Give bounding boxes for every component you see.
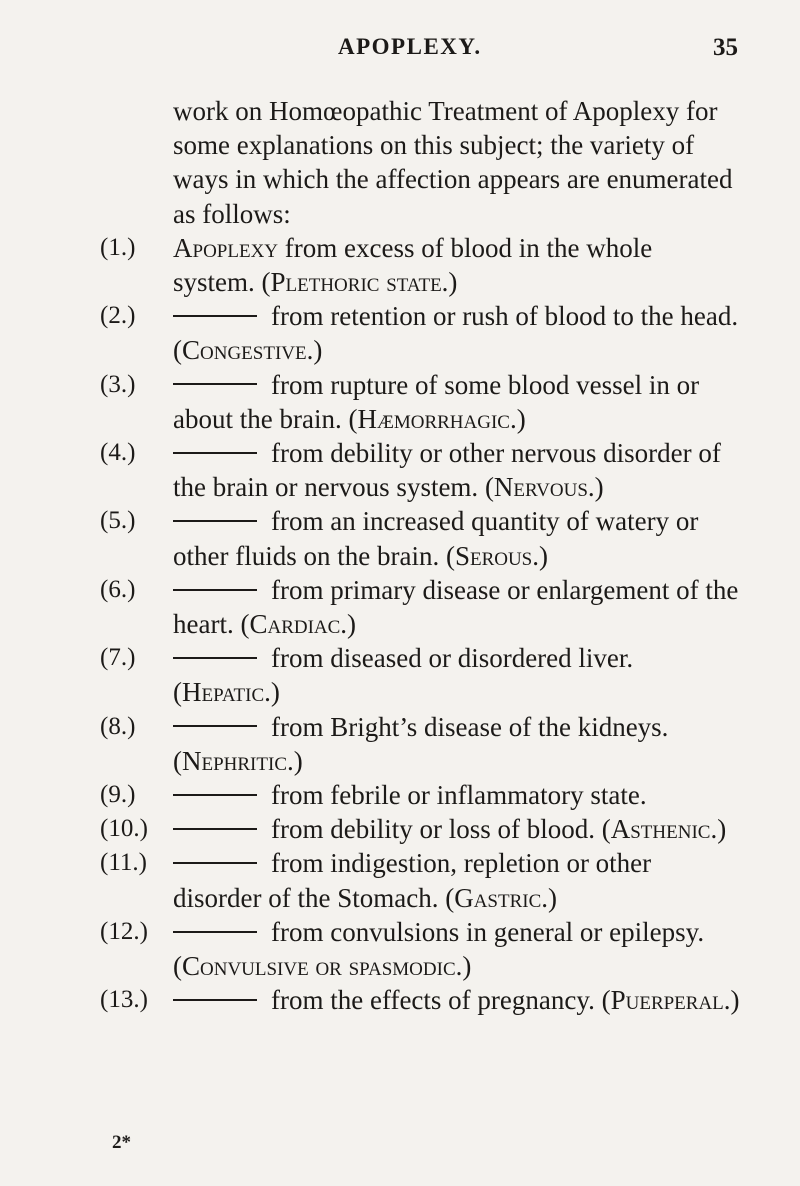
- list-text: [173, 812, 740, 846]
- list-number: (3.): [100, 370, 136, 398]
- list-text: [173, 368, 740, 436]
- list-item: [100, 915, 740, 983]
- entry-term: (Nervous.): [484, 472, 604, 503]
- entry-description: from Bright’s disease of the kidneys.: [271, 711, 669, 742]
- entry-description: from an increased quantity of watery or other fluids on the brain.: [173, 506, 699, 571]
- list-number: (9.): [100, 781, 136, 809]
- list-item: [100, 368, 740, 436]
- list-item: [100, 778, 740, 812]
- entry-description: from primary disease or enlargement of the heart.: [173, 574, 739, 640]
- entry-description: from the effects of pregnancy.: [271, 985, 602, 1016]
- list-item: [100, 983, 740, 1017]
- list-item: [100, 812, 740, 846]
- list-text: [173, 846, 740, 914]
- list-text: [173, 915, 740, 983]
- entry-term: (Cardiac.): [240, 609, 357, 640]
- ditto-dash: [173, 862, 257, 864]
- list-text: [173, 641, 740, 709]
- list-number: (8.): [100, 712, 136, 740]
- entry-description: from rupture of some blood vessel in or about the brain.: [173, 369, 700, 434]
- entry-description: from debility or loss of blood.: [271, 814, 602, 845]
- entry-term: (Hepatic.): [173, 677, 280, 708]
- list-item: [100, 299, 740, 367]
- list-number: (2.): [100, 302, 136, 330]
- ditto-dash: [173, 589, 257, 591]
- entry-term: (Hæmorrhagic.): [348, 403, 526, 434]
- entry-description: from excess of blood in the whole system.: [173, 232, 653, 298]
- entry-term: (Puerperal.): [601, 985, 740, 1016]
- intro-paragraph: work on Homœopathic Treatment of Apoplexy for some explanations on this subject; the variety of ways in which the affection appears are enumerated as follows:: [173, 96, 733, 229]
- entry-description: from febrile or inflammatory state.: [271, 780, 647, 811]
- entry-term: (Gastric.): [445, 882, 558, 913]
- ditto-dash: [173, 931, 257, 933]
- ditto-dash: [173, 794, 257, 796]
- list-item: [100, 436, 740, 504]
- signature-mark: 2*: [112, 1132, 131, 1153]
- ditto-dash: [173, 828, 257, 830]
- list-item: [100, 231, 740, 299]
- entry-term: (Plethoric state.): [261, 267, 458, 298]
- ditto-dash: [173, 657, 257, 659]
- page-body: [100, 94, 740, 1017]
- page-header: [0, 34, 800, 64]
- entry-description: from indigestion, repletion or other disorder of the Stomach.: [173, 848, 652, 913]
- entry-description: from diseased or disordered liver.: [271, 643, 634, 674]
- entry-lead-term: Apoplexy: [173, 232, 279, 263]
- ditto-dash: [173, 725, 257, 727]
- entry-description: from convulsions in general or epilepsy.: [271, 916, 705, 947]
- list-text: [173, 983, 740, 1017]
- ditto-dash: [173, 452, 257, 454]
- entry-term: (Serous.): [445, 540, 548, 571]
- list-number: (7.): [100, 644, 136, 672]
- list-text: [173, 299, 740, 367]
- running-head: APOPLEXY.: [338, 34, 482, 59]
- ditto-dash: [173, 520, 257, 522]
- entry-term: (Asthenic.): [601, 814, 727, 845]
- list-text: [173, 504, 740, 572]
- ditto-dash: [173, 383, 257, 385]
- list-item: [100, 710, 740, 778]
- entry-term: (Nephritic.): [173, 745, 303, 776]
- ditto-dash: [173, 999, 257, 1001]
- entry-term: (Convulsive or spasmodic.): [173, 951, 472, 982]
- list-item: [100, 573, 740, 641]
- list-text: [173, 710, 740, 778]
- list-number: (4.): [100, 439, 136, 467]
- list-number: (10.): [100, 815, 148, 843]
- list-text: [173, 436, 740, 504]
- entry-term: (Congestive.): [173, 335, 323, 366]
- list-number: (11.): [100, 849, 147, 877]
- list-item: [100, 641, 740, 709]
- list-number: (1.): [100, 233, 136, 261]
- list-number: (13.): [100, 986, 148, 1014]
- list-text: [173, 778, 740, 812]
- list-number: (12.): [100, 917, 148, 945]
- list-item: [100, 504, 740, 572]
- ditto-dash: [173, 315, 257, 317]
- entry-description: from debility or other nervous disorder of the brain or nervous system.: [173, 438, 721, 503]
- entry-description: from retention or rush of blood to the head.: [271, 301, 739, 332]
- list-number: (6.): [100, 575, 136, 603]
- list-item: [100, 846, 740, 914]
- page-number: 35: [713, 34, 738, 61]
- list-text: [173, 573, 740, 641]
- list-number: (5.): [100, 507, 136, 535]
- list-text: [173, 231, 740, 299]
